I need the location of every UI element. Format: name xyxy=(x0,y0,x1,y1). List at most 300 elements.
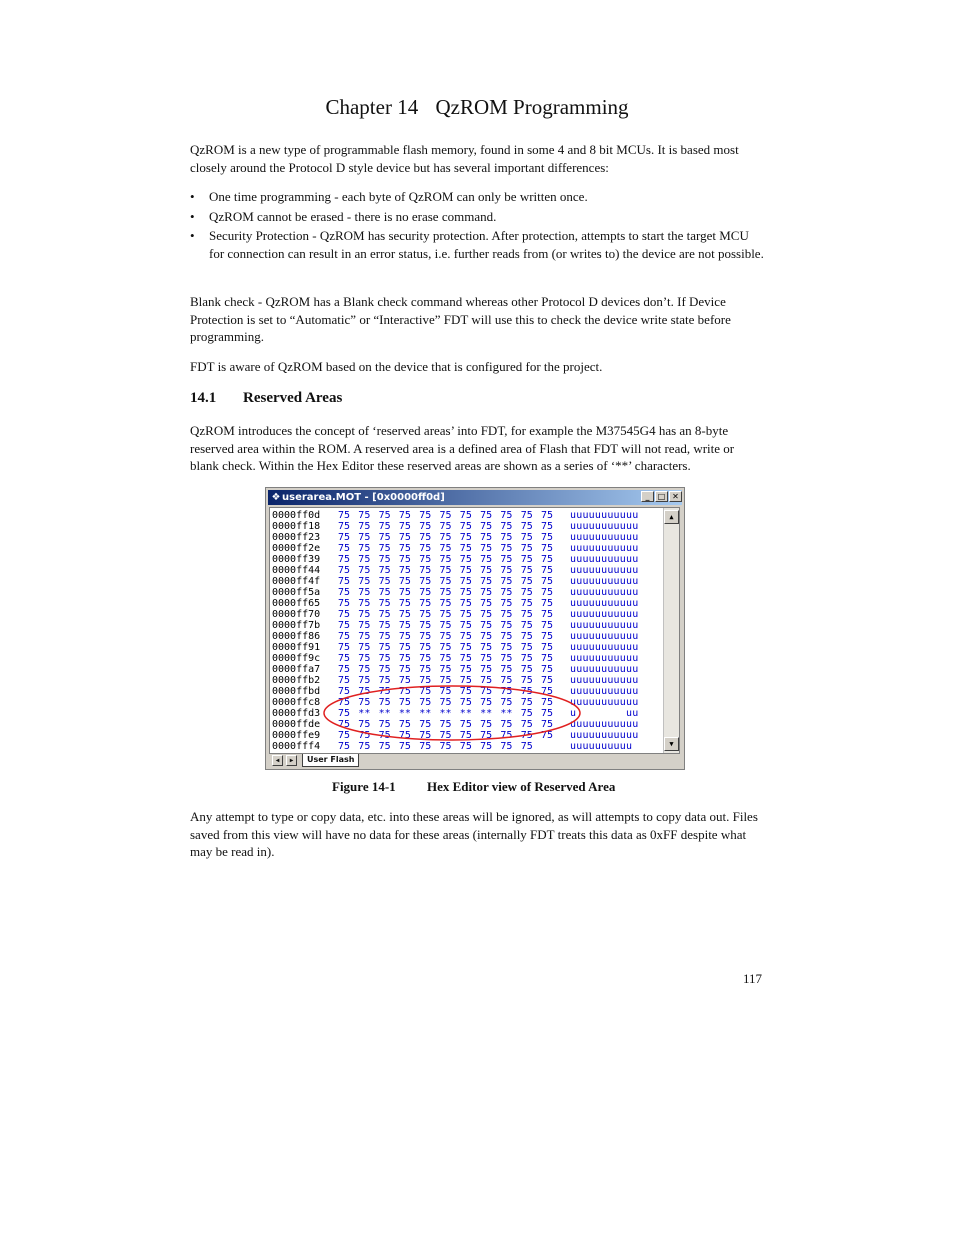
hex-byte[interactable]: 75 xyxy=(419,576,432,587)
hex-byte[interactable]: 75 xyxy=(500,587,513,598)
hex-byte[interactable]: 75 xyxy=(439,697,452,708)
hex-byte[interactable]: 75 xyxy=(419,653,432,664)
hex-byte[interactable]: 75 xyxy=(338,653,351,664)
hex-byte[interactable]: 75 xyxy=(378,609,391,620)
hex-byte[interactable]: 75 xyxy=(358,675,371,686)
hex-byte[interactable]: 75 xyxy=(439,609,452,620)
ascii-column[interactable]: uuuuuuuuuuu xyxy=(570,532,639,543)
hex-byte[interactable]: 75 xyxy=(398,521,411,532)
row-address: 0000ff0d xyxy=(272,510,321,521)
row-address: 0000ffd3 xyxy=(272,708,321,719)
hex-byte[interactable]: 75 xyxy=(500,664,513,675)
hex-byte[interactable]: 75 xyxy=(338,620,351,631)
hex-byte[interactable]: 75 xyxy=(338,697,351,708)
ascii-column[interactable]: uuuuuuuuuuu xyxy=(570,653,639,664)
list-item: • One time programming - each byte of QzROM can only be written once. xyxy=(190,188,765,206)
hex-byte[interactable]: 75 xyxy=(439,510,452,521)
hex-byte[interactable]: ** xyxy=(459,708,472,719)
ascii-column[interactable]: uuuuuuuuuuu xyxy=(570,719,639,730)
ascii-column[interactable]: uuuuuuuuuuu xyxy=(570,609,639,620)
hex-byte[interactable]: 75 xyxy=(459,741,472,752)
hex-byte[interactable]: 75 xyxy=(500,675,513,686)
hex-byte[interactable]: 75 xyxy=(378,653,391,664)
hex-byte[interactable]: ** xyxy=(419,708,432,719)
hex-byte[interactable]: 75 xyxy=(500,697,513,708)
row-address: 0000ffde xyxy=(272,719,321,730)
figure-title: Hex Editor view of Reserved Area xyxy=(427,779,616,794)
tab-scroll-left-icon[interactable]: ◀ xyxy=(272,755,283,766)
hex-byte[interactable]: 75 xyxy=(520,686,533,697)
hex-byte[interactable]: 75 xyxy=(338,532,351,543)
hex-byte[interactable]: 75 xyxy=(358,719,371,730)
ascii-column[interactable]: uuuuuuuuuuu xyxy=(570,675,639,686)
hex-byte[interactable]: 75 xyxy=(398,598,411,609)
hex-byte[interactable]: 75 xyxy=(541,664,554,675)
hex-byte[interactable]: 75 xyxy=(398,653,411,664)
hex-byte[interactable]: 75 xyxy=(500,719,513,730)
hex-byte[interactable]: 75 xyxy=(439,631,452,642)
hex-byte[interactable]: 75 xyxy=(459,576,472,587)
hex-byte[interactable]: 75 xyxy=(439,642,452,653)
hex-byte[interactable]: 75 xyxy=(459,631,472,642)
hex-byte[interactable]: 75 xyxy=(520,653,533,664)
hex-byte[interactable]: 75 xyxy=(419,686,432,697)
intro-paragraph: QzROM is a new type of programmable flash memory, found in some 4 and 8 bit MCUs. It is based most closely around the Protocol D style device but has several important differences: xyxy=(190,142,739,175)
blank-check-paragraph: Blank check - QzROM has a Blank check command whereas other Protocol D devices don’t. If Device Protection is set to “Automatic” or “Interactive” FDT will use this to check the device write state before programming. xyxy=(190,294,731,344)
hex-byte[interactable]: 75 xyxy=(459,554,472,565)
hex-byte[interactable]: 75 xyxy=(338,675,351,686)
hex-byte[interactable]: 75 xyxy=(358,565,371,576)
hex-byte[interactable]: 75 xyxy=(419,730,432,741)
hex-byte[interactable]: 75 xyxy=(358,587,371,598)
hex-byte[interactable]: 75 xyxy=(358,532,371,543)
hex-byte[interactable]: 75 xyxy=(378,576,391,587)
hex-byte[interactable]: 75 xyxy=(520,521,533,532)
hex-byte[interactable]: 75 xyxy=(419,554,432,565)
hex-byte[interactable]: 75 xyxy=(338,576,351,587)
reserved-intro-paragraph: QzROM introduces the concept of ‘reserved areas’ into FDT, for example the M37545G4 has an 8-byte reserved area within the ROM. A reserved area is a defined area of Flash that FDT will not read, write or blank check. Within the Hex Editor these reserved areas are shown as a series of ‘**’ characters. xyxy=(190,423,735,473)
hex-byte[interactable]: 75 xyxy=(541,510,554,521)
hex-byte[interactable]: 75 xyxy=(459,543,472,554)
hex-byte[interactable]: 75 xyxy=(541,532,554,543)
hex-byte[interactable]: 75 xyxy=(419,565,432,576)
hex-byte[interactable]: 75 xyxy=(459,642,472,653)
hex-byte[interactable]: 75 xyxy=(378,554,391,565)
hex-byte[interactable]: 75 xyxy=(541,719,554,730)
maximize-button[interactable]: □ xyxy=(655,491,668,502)
hex-byte[interactable]: 75 xyxy=(398,587,411,598)
row-address: 0000ff5a xyxy=(272,587,321,598)
hex-byte[interactable]: 75 xyxy=(398,664,411,675)
hex-byte[interactable]: 75 xyxy=(520,609,533,620)
hex-byte[interactable]: 75 xyxy=(338,730,351,741)
hex-byte[interactable]: 75 xyxy=(480,521,493,532)
hex-byte[interactable]: 75 xyxy=(520,532,533,543)
hex-byte[interactable]: 75 xyxy=(541,543,554,554)
hex-byte[interactable]: 75 xyxy=(541,631,554,642)
hex-byte[interactable]: 75 xyxy=(398,741,411,752)
hex-byte[interactable]: 75 xyxy=(541,686,554,697)
hex-byte[interactable]: 75 xyxy=(480,642,493,653)
hex-byte[interactable]: 75 xyxy=(358,697,371,708)
hex-byte[interactable]: 75 xyxy=(459,510,472,521)
hex-byte[interactable]: 75 xyxy=(520,554,533,565)
hex-byte[interactable]: 75 xyxy=(439,543,452,554)
hex-byte[interactable]: 75 xyxy=(541,708,554,719)
hex-byte[interactable]: 75 xyxy=(520,565,533,576)
row-address: 0000ff91 xyxy=(272,642,321,653)
hex-byte[interactable]: 75 xyxy=(439,730,452,741)
hex-byte[interactable]: 75 xyxy=(398,631,411,642)
hex-byte[interactable]: 75 xyxy=(480,543,493,554)
hex-byte[interactable]: 75 xyxy=(398,543,411,554)
hex-byte[interactable]: 75 xyxy=(338,664,351,675)
hex-byte[interactable]: 75 xyxy=(480,620,493,631)
row-address: 0000ffbd xyxy=(272,686,321,697)
hex-byte[interactable]: 75 xyxy=(500,543,513,554)
hex-byte[interactable]: 75 xyxy=(419,598,432,609)
hex-byte[interactable]: 75 xyxy=(500,521,513,532)
hex-byte[interactable]: 75 xyxy=(541,642,554,653)
hex-byte[interactable]: 75 xyxy=(378,543,391,554)
tab-scroll-right-icon[interactable]: ▶ xyxy=(286,755,297,766)
hex-byte[interactable]: 75 xyxy=(338,609,351,620)
hex-byte[interactable]: 75 xyxy=(520,730,533,741)
hex-byte[interactable]: 75 xyxy=(500,554,513,565)
hex-byte[interactable]: 75 xyxy=(520,642,533,653)
hex-byte[interactable]: 75 xyxy=(378,719,391,730)
ascii-column[interactable]: uuuuuuuuuuu xyxy=(570,543,639,554)
hex-byte[interactable]: 75 xyxy=(358,741,371,752)
row-address: 0000ff65 xyxy=(272,598,321,609)
hex-byte[interactable]: 75 xyxy=(338,543,351,554)
hex-byte[interactable]: 75 xyxy=(520,719,533,730)
row-address: 0000ff86 xyxy=(272,631,321,642)
hex-byte[interactable]: 75 xyxy=(500,620,513,631)
hex-byte[interactable]: 75 xyxy=(541,697,554,708)
hex-byte[interactable]: 75 xyxy=(439,587,452,598)
hex-byte[interactable]: 75 xyxy=(500,631,513,642)
scroll-down-icon[interactable]: ▼ xyxy=(664,737,679,751)
hex-byte[interactable]: 75 xyxy=(459,697,472,708)
hex-byte[interactable]: 75 xyxy=(480,675,493,686)
hex-byte[interactable]: 75 xyxy=(419,532,432,543)
hex-grid[interactable] xyxy=(269,507,680,754)
ascii-column[interactable]: u uu xyxy=(570,708,639,719)
hex-byte[interactable]: 75 xyxy=(520,598,533,609)
hex-byte[interactable]: 75 xyxy=(459,719,472,730)
hex-byte[interactable]: 75 xyxy=(520,620,533,631)
hex-byte[interactable]: 75 xyxy=(338,521,351,532)
hex-byte[interactable]: 75 xyxy=(378,620,391,631)
hex-byte[interactable]: 75 xyxy=(500,653,513,664)
hex-byte[interactable]: 75 xyxy=(378,521,391,532)
row-address: 0000ffb2 xyxy=(272,675,321,686)
hex-byte[interactable]: 75 xyxy=(541,620,554,631)
ascii-column[interactable]: uuuuuuuuuuu xyxy=(570,620,639,631)
ascii-column[interactable]: uuuuuuuuuuu xyxy=(570,686,639,697)
figure-caption xyxy=(332,779,615,795)
hex-byte[interactable]: 75 xyxy=(338,510,351,521)
ascii-column[interactable]: uuuuuuuuuuu xyxy=(570,664,639,675)
hex-byte[interactable]: 75 xyxy=(358,730,371,741)
hex-byte[interactable]: 75 xyxy=(520,543,533,554)
hex-byte[interactable]: 75 xyxy=(480,532,493,543)
section-heading xyxy=(190,390,342,407)
hex-byte[interactable]: 75 xyxy=(419,620,432,631)
hex-byte[interactable]: 75 xyxy=(358,631,371,642)
hex-byte[interactable]: 75 xyxy=(439,675,452,686)
hex-byte[interactable]: 75 xyxy=(500,598,513,609)
window-title: userarea.MOT - [0x0000ff0d] xyxy=(282,492,445,503)
hex-byte[interactable]: 75 xyxy=(378,587,391,598)
hex-byte[interactable]: 75 xyxy=(480,664,493,675)
hex-byte[interactable]: 75 xyxy=(520,675,533,686)
hex-byte[interactable]: 75 xyxy=(338,686,351,697)
hex-byte[interactable]: 75 xyxy=(419,543,432,554)
hex-byte[interactable]: 75 xyxy=(378,532,391,543)
scroll-up-icon[interactable]: ▲ xyxy=(664,510,679,524)
hex-byte[interactable]: 75 xyxy=(378,741,391,752)
hex-byte[interactable]: 75 xyxy=(459,664,472,675)
hex-byte[interactable]: 75 xyxy=(520,741,533,752)
hex-byte[interactable]: 75 xyxy=(500,609,513,620)
fdt-aware-paragraph: FDT is aware of QzROM based on the device that is configured for the project. xyxy=(190,359,603,374)
hex-byte[interactable]: 75 xyxy=(358,554,371,565)
hex-byte[interactable]: 75 xyxy=(338,554,351,565)
hex-byte[interactable]: 75 xyxy=(378,697,391,708)
hex-byte[interactable]: 75 xyxy=(398,730,411,741)
hex-byte[interactable]: 75 xyxy=(439,532,452,543)
hex-byte[interactable]: 75 xyxy=(541,565,554,576)
hex-byte[interactable]: 75 xyxy=(378,664,391,675)
hex-byte[interactable]: 75 xyxy=(338,565,351,576)
hex-byte[interactable]: 75 xyxy=(398,565,411,576)
hex-byte[interactable]: 75 xyxy=(358,543,371,554)
hex-byte[interactable]: 75 xyxy=(419,609,432,620)
hex-byte[interactable]: 75 xyxy=(541,598,554,609)
hex-byte[interactable]: 75 xyxy=(338,719,351,730)
hex-editor-window xyxy=(265,487,685,770)
hex-byte[interactable]: 75 xyxy=(439,741,452,752)
hex-byte[interactable]: 75 xyxy=(378,675,391,686)
hex-byte[interactable]: ** xyxy=(378,708,391,719)
ascii-column[interactable]: uuuuuuuuuuu xyxy=(570,510,639,521)
hex-byte[interactable]: 75 xyxy=(419,587,432,598)
tab-user-flash[interactable]: User Flash xyxy=(302,754,359,767)
hex-byte[interactable]: 75 xyxy=(541,675,554,686)
hex-byte[interactable]: 75 xyxy=(439,686,452,697)
hex-byte[interactable]: 75 xyxy=(480,587,493,598)
hex-byte[interactable]: 75 xyxy=(398,697,411,708)
hex-byte[interactable]: ** xyxy=(358,708,371,719)
ascii-column[interactable]: uuuuuuuuuuu xyxy=(570,521,639,532)
hex-byte[interactable]: 75 xyxy=(541,521,554,532)
ascii-column[interactable]: uuuuuuuuuuu xyxy=(570,576,639,587)
hex-byte[interactable]: 75 xyxy=(520,664,533,675)
hex-byte[interactable]: 75 xyxy=(419,631,432,642)
hex-byte[interactable]: 75 xyxy=(480,686,493,697)
row-address: 0000ff9c xyxy=(272,653,321,664)
hex-byte[interactable]: 75 xyxy=(500,642,513,653)
hex-byte[interactable]: 75 xyxy=(541,609,554,620)
hex-byte[interactable]: 75 xyxy=(358,653,371,664)
hex-byte[interactable]: 75 xyxy=(459,521,472,532)
hex-byte[interactable]: 75 xyxy=(358,598,371,609)
hex-byte[interactable]: 75 xyxy=(378,686,391,697)
minimize-button[interactable]: _ xyxy=(641,491,654,502)
hex-byte[interactable]: 75 xyxy=(480,565,493,576)
hex-byte[interactable]: 75 xyxy=(500,576,513,587)
hex-byte[interactable]: 75 xyxy=(398,620,411,631)
hex-byte[interactable]: 75 xyxy=(378,730,391,741)
ascii-column[interactable]: uuuuuuuuuuu xyxy=(570,642,639,653)
hex-byte[interactable]: 75 xyxy=(480,510,493,521)
ascii-column[interactable]: uuuuuuuuuuu xyxy=(570,697,639,708)
hex-byte[interactable]: 75 xyxy=(358,576,371,587)
hex-byte[interactable]: ** xyxy=(439,708,452,719)
hex-byte[interactable]: 75 xyxy=(378,510,391,521)
window-titlebar[interactable] xyxy=(268,490,682,505)
hex-byte[interactable]: 75 xyxy=(500,510,513,521)
hex-byte[interactable]: 75 xyxy=(439,653,452,664)
hex-byte[interactable]: 75 xyxy=(480,598,493,609)
hex-byte[interactable]: 75 xyxy=(398,609,411,620)
hex-byte[interactable]: 75 xyxy=(398,642,411,653)
hex-byte[interactable]: 75 xyxy=(419,675,432,686)
hex-byte[interactable]: 75 xyxy=(358,620,371,631)
hex-byte[interactable]: 75 xyxy=(398,675,411,686)
hex-byte[interactable]: 75 xyxy=(338,708,351,719)
hex-byte[interactable]: 75 xyxy=(419,664,432,675)
hex-byte[interactable]: 75 xyxy=(358,642,371,653)
hex-byte[interactable]: 75 xyxy=(500,686,513,697)
hex-byte[interactable]: 75 xyxy=(358,664,371,675)
hex-byte[interactable]: 75 xyxy=(459,532,472,543)
hex-byte[interactable]: 75 xyxy=(500,565,513,576)
hex-byte[interactable]: ** xyxy=(480,708,493,719)
ascii-column[interactable]: uuuuuuuuuu xyxy=(570,741,633,752)
hex-byte[interactable]: 75 xyxy=(520,510,533,521)
hex-byte[interactable]: 75 xyxy=(480,554,493,565)
hex-byte[interactable]: 75 xyxy=(480,576,493,587)
hex-byte[interactable]: 75 xyxy=(480,730,493,741)
hex-byte[interactable]: 75 xyxy=(419,521,432,532)
hex-byte[interactable]: 75 xyxy=(378,631,391,642)
hex-byte[interactable]: ** xyxy=(398,708,411,719)
hex-byte[interactable]: 75 xyxy=(398,719,411,730)
hex-byte[interactable]: 75 xyxy=(398,510,411,521)
hex-byte[interactable]: 75 xyxy=(459,653,472,664)
section-number: 14.1 xyxy=(190,390,217,406)
hex-byte[interactable]: 75 xyxy=(439,664,452,675)
hex-byte[interactable]: 75 xyxy=(419,642,432,653)
hex-byte[interactable]: 75 xyxy=(439,565,452,576)
hex-byte[interactable]: 75 xyxy=(520,708,533,719)
hex-byte[interactable]: 75 xyxy=(398,686,411,697)
hex-byte[interactable]: 75 xyxy=(480,609,493,620)
hex-byte[interactable]: 75 xyxy=(459,730,472,741)
hex-byte[interactable]: 75 xyxy=(520,587,533,598)
ascii-column[interactable]: uuuuuuuuuuu xyxy=(570,587,639,598)
hex-byte[interactable]: 75 xyxy=(398,554,411,565)
hex-byte[interactable]: 75 xyxy=(500,741,513,752)
hex-byte[interactable]: 75 xyxy=(541,554,554,565)
hex-byte[interactable]: 75 xyxy=(480,697,493,708)
hex-byte[interactable]: 75 xyxy=(419,510,432,521)
hex-byte[interactable]: 75 xyxy=(520,697,533,708)
ascii-column[interactable]: uuuuuuuuuuu xyxy=(570,730,639,741)
ascii-column[interactable]: uuuuuuuuuuu xyxy=(570,554,639,565)
hex-byte[interactable]: 75 xyxy=(459,598,472,609)
row-address: 0000ffa7 xyxy=(272,664,321,675)
hex-byte[interactable]: 75 xyxy=(419,719,432,730)
hex-byte[interactable]: 75 xyxy=(500,532,513,543)
hex-byte[interactable]: 75 xyxy=(439,521,452,532)
hex-byte[interactable]: 75 xyxy=(459,609,472,620)
row-address: 0000ffc8 xyxy=(272,697,321,708)
hex-byte[interactable]: 75 xyxy=(439,576,452,587)
vertical-scrollbar[interactable] xyxy=(663,508,679,753)
hex-byte[interactable]: 75 xyxy=(358,686,371,697)
hex-byte[interactable]: 75 xyxy=(500,730,513,741)
hex-byte[interactable]: 75 xyxy=(439,598,452,609)
hex-byte[interactable]: 75 xyxy=(541,576,554,587)
hex-byte[interactable]: 75 xyxy=(419,697,432,708)
hex-byte[interactable]: 75 xyxy=(459,565,472,576)
hex-byte[interactable]: 75 xyxy=(378,565,391,576)
hex-byte[interactable]: 75 xyxy=(459,587,472,598)
hex-byte[interactable]: 75 xyxy=(439,620,452,631)
hex-byte[interactable]: 75 xyxy=(480,631,493,642)
hex-byte[interactable]: ** xyxy=(500,708,513,719)
hex-byte[interactable]: 75 xyxy=(459,620,472,631)
close-button[interactable]: ✕ xyxy=(669,491,682,502)
row-address: 0000ff23 xyxy=(272,532,321,543)
hex-byte[interactable]: 75 xyxy=(520,631,533,642)
hex-byte[interactable]: 75 xyxy=(439,554,452,565)
hex-byte[interactable]: 75 xyxy=(338,642,351,653)
ascii-column[interactable]: uuuuuuuuuuu xyxy=(570,598,639,609)
hex-byte[interactable]: 75 xyxy=(439,719,452,730)
hex-byte[interactable]: 75 xyxy=(480,653,493,664)
hex-byte[interactable]: 75 xyxy=(541,653,554,664)
hex-byte[interactable]: 75 xyxy=(358,521,371,532)
hex-byte[interactable]: 75 xyxy=(480,741,493,752)
hex-byte[interactable]: 75 xyxy=(459,686,472,697)
hex-byte[interactable]: 75 xyxy=(378,598,391,609)
hex-byte[interactable]: 75 xyxy=(541,587,554,598)
hex-byte[interactable]: 75 xyxy=(398,576,411,587)
ascii-column[interactable]: uuuuuuuuuuu xyxy=(570,631,639,642)
hex-byte[interactable]: 75 xyxy=(378,642,391,653)
hex-byte[interactable]: 75 xyxy=(419,741,432,752)
hex-byte[interactable]: 75 xyxy=(480,719,493,730)
hex-byte[interactable]: 75 xyxy=(459,675,472,686)
hex-byte[interactable]: 75 xyxy=(520,576,533,587)
hex-byte[interactable]: 75 xyxy=(338,741,351,752)
hex-byte[interactable]: 75 xyxy=(338,598,351,609)
chapter-heading xyxy=(0,95,954,120)
ascii-column[interactable]: uuuuuuuuuuu xyxy=(570,565,639,576)
hex-byte[interactable]: 75 xyxy=(358,510,371,521)
hex-byte[interactable]: 75 xyxy=(541,730,554,741)
hex-byte[interactable]: 75 xyxy=(398,532,411,543)
hex-byte[interactable]: 75 xyxy=(358,609,371,620)
section-title: Reserved Areas xyxy=(243,390,343,406)
hex-byte[interactable]: 75 xyxy=(338,631,351,642)
hex-byte[interactable]: 75 xyxy=(338,587,351,598)
